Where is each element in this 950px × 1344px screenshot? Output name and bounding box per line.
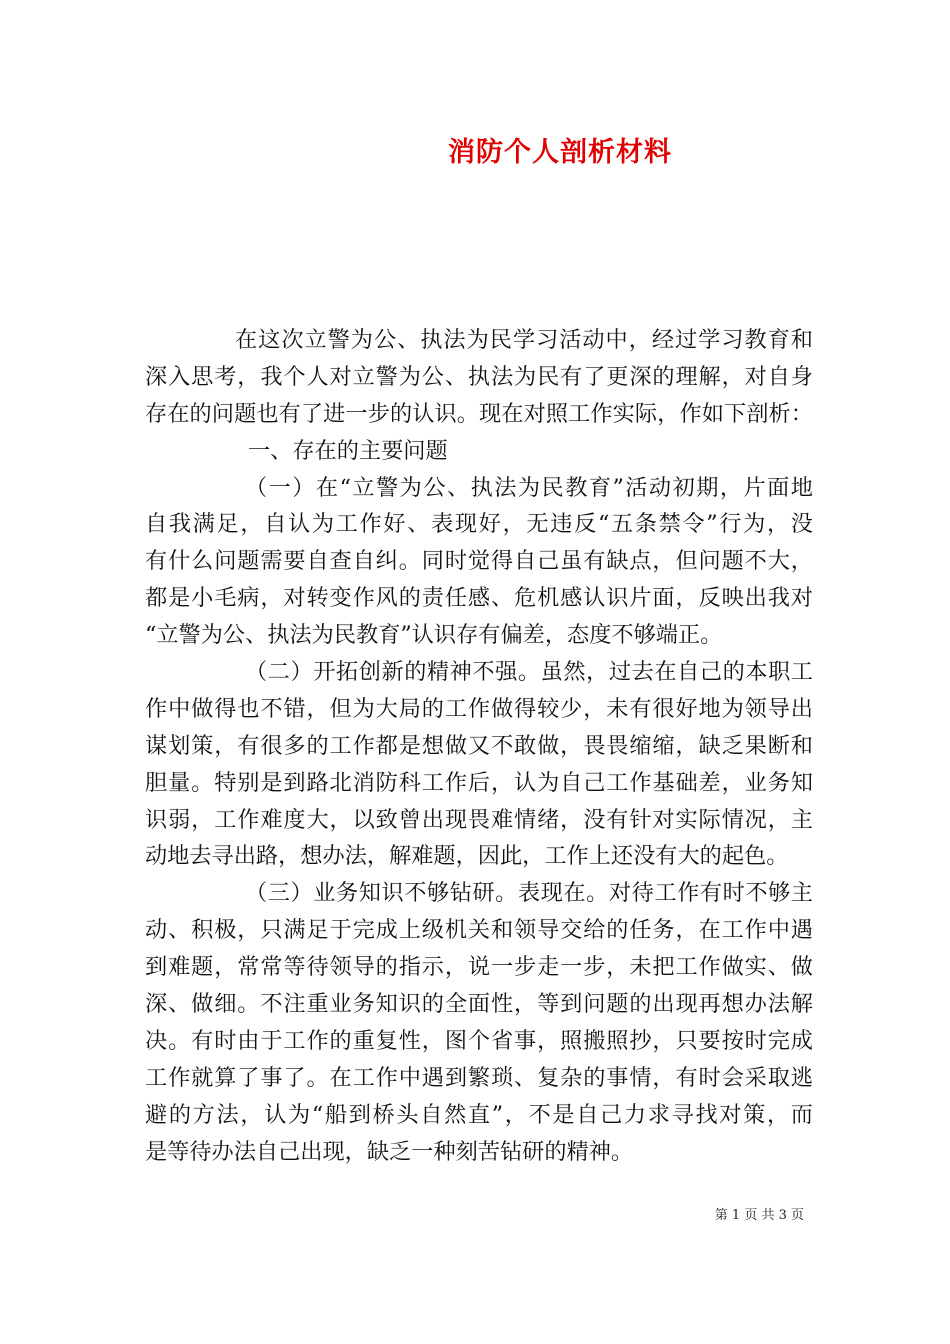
body-text-line: 谋划策，有很多的工作都是想做又不敢做，畏畏缩缩，缺乏果断和 xyxy=(145,732,813,759)
body-text-line: 是等待办法自己出现，缺乏一种刻苦钻研的精神。 xyxy=(145,1138,634,1165)
body-text-line: 避的方法，认为“船到桥头自然直”，不是自己力求寻找对策，而 xyxy=(145,1101,813,1128)
body-text-line: “立警为公、执法为民教育”认识存有偏差，态度不够端正。 xyxy=(145,622,723,649)
body-text-line: 决。有时由于工作的重复性，图个省事，照搬照抄，只要按时完成 xyxy=(145,1027,813,1054)
body-text-line: 深、做细。不注重业务知识的全面性，等到问题的出现再想办法解 xyxy=(145,991,813,1018)
document-title: 消防个人剖析材料 xyxy=(448,137,672,168)
body-text-line: （二）开拓创新的精神不强。虽然，过去在自己的本职工 xyxy=(245,659,813,686)
body-text-line: （一）在“立警为公、执法为民教育”活动初期，片面地 xyxy=(245,474,813,501)
body-lines xyxy=(145,322,813,1170)
body-text-line: 到难题，常常等待领导的指示，说一步走一步，未把工作做实、做 xyxy=(145,954,813,981)
body-text-line: 自我满足，自认为工作好、表现好，无违反“五条禁令”行为，没 xyxy=(145,511,813,538)
body-text-line: 识弱，工作难度大，以致曾出现畏难情绪，没有针对实际情况，主 xyxy=(145,806,813,833)
body-text-line: 有什么问题需要自查自纠。同时觉得自己虽有缺点，但问题不大， xyxy=(145,548,813,575)
body-text-line: 作中做得也不错，但为大局的工作做得较少，未有很好地为领导出 xyxy=(145,695,813,722)
body-text-line: （三）业务知识不够钻研。表现在。对待工作有时不够主 xyxy=(245,880,813,907)
section-heading: 一、存在的主要问题 xyxy=(248,437,448,464)
body-text-line: 动、积极，只满足于完成上级机关和领导交给的任务，在工作中遇 xyxy=(145,917,813,944)
body-text-line: 胆量。特别是到路北消防科工作后，认为自己工作基础差，业务知 xyxy=(145,769,813,796)
page-footer: 第 1 页 共 3 页 xyxy=(714,1208,804,1223)
body-text-line: 在这次立警为公、执法为民学习活动中，经过学习教育和 xyxy=(235,327,813,353)
body-text-line: 存在的问题也有了进一步的认识。现在对照工作实际，作如下剖析： xyxy=(145,400,813,427)
body-text-line: 都是小毛病，对转变作风的责任感、危机感认识片面，反映出我对 xyxy=(145,585,813,612)
body-text-line: 动地去寻出路，想办法，解难题，因此，工作上还没有大的起色。 xyxy=(145,843,789,870)
body-text-line: 深入思考，我个人对立警为公、执法为民有了更深的理解，对自身 xyxy=(145,363,813,390)
document-body xyxy=(145,322,813,1170)
body-text-line: 工作就算了事了。在工作中遇到繁琐、复杂的事情，有时会采取逃 xyxy=(145,1064,813,1091)
